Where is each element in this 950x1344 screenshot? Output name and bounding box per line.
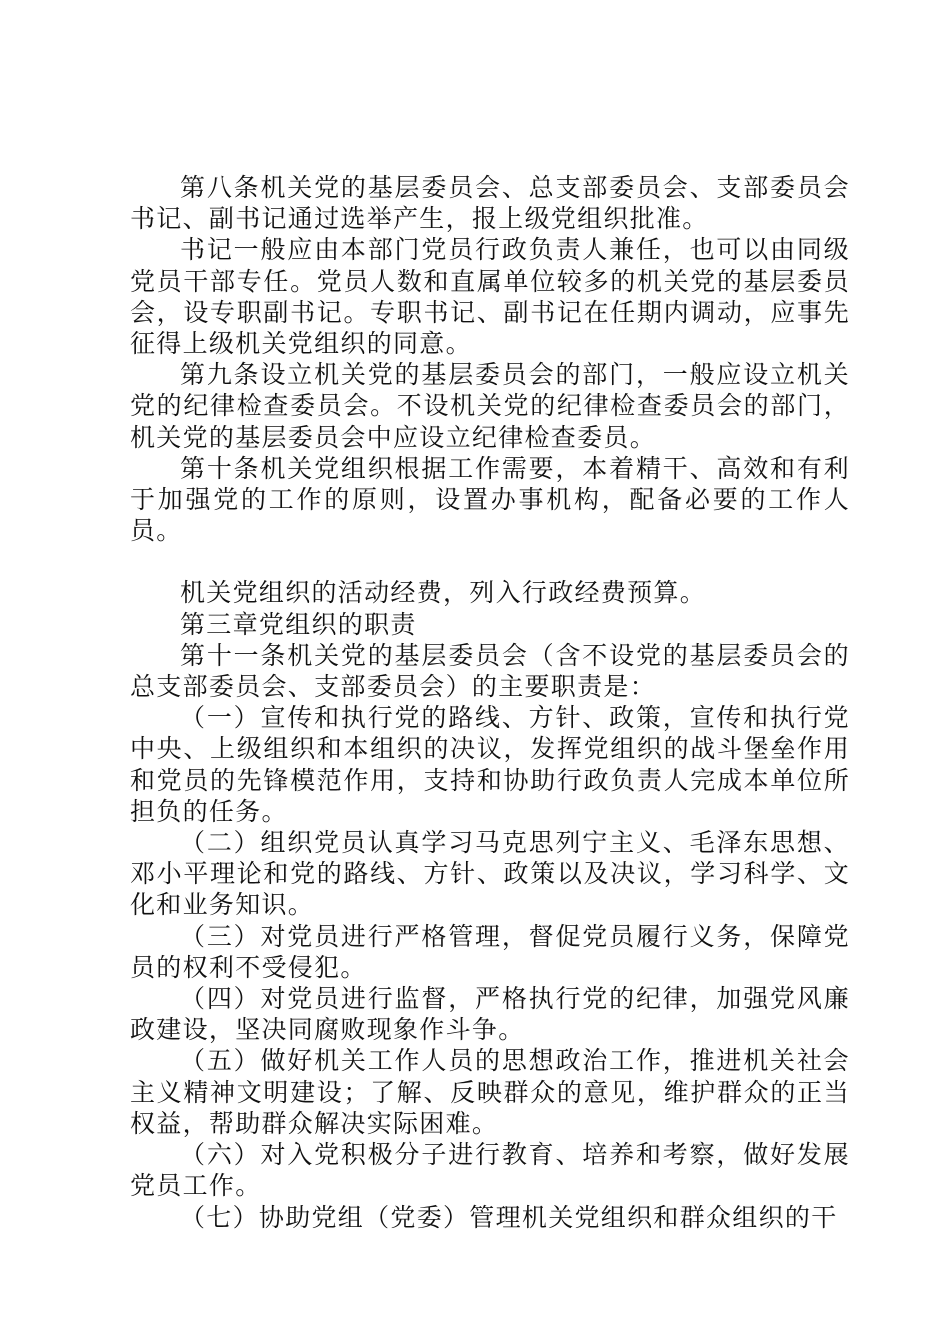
paragraph-article-11: 第十一条机关党的基层委员会（含不设党的基层委员会的总支部委员会、支部委员会）的主要职责是： [130,640,850,702]
list-item-4: （四）对党员进行监督，严格执行党的纪律，加强党风廉政建设，坚决同腐败现象作斗争。 [130,984,850,1045]
document-body [130,172,850,1233]
list-item-3: （三）对党员进行严格管理，督促党员履行义务，保障党员的权利不受侵犯。 [130,921,850,982]
paragraph-article-10: 第十条机关党组织根据工作需要，本着精干、高效和有利于加强党的工作的原则，设置办事机构，配备必要的工作人员。 [130,453,850,546]
list-item-2: （二）组织党员认真学习马克思列宁主义、毛泽东思想、邓小平理论和党的路线、方针、政策以及决议，学习科学、文化和业务知识。 [130,828,850,920]
paragraph-activity-funds: 机关党组织的活动经费，列入行政经费预算。 [180,578,707,608]
list-item-7: （七）协助党组（党委）管理机关党组织和群众组织的干 [180,1202,838,1232]
paragraph-secretary-appointment: 书记一般应由本部门党员行政负责人兼任，也可以由同级党员干部专任。党员人数和直属单位较多的机关党的基层委员会，设专职副书记。专职书记、副书记在任期内调动，应事先征得上级机关党组织的同意。 [130,235,850,359]
list-item-6: （六）对入党积极分子进行教育、培养和考察，做好发展党员工作。 [130,1140,850,1201]
paragraph-article-8: 第八条机关党的基层委员会、总支部委员会、支部委员会书记、副书记通过选举产生，报上级党组织批准。 [130,173,850,234]
chapter-heading: 第三章党组织的职责 [180,609,417,639]
paragraph-article-9: 第九条设立机关党的基层委员会的部门，一般应设立机关党的纪律检查委员会。不设机关党的纪律检查委员会的部门，机关党的基层委员会中应设立纪律检查委员。 [130,360,850,452]
list-item-1: （一）宣传和执行党的路线、方针、政策，宣传和执行党中央、上级组织和本组织的决议，发挥党组织的战斗堡垒作用和党员的先锋模范作用，支持和协助行政负责人完成本单位所担负的任务。 [130,703,850,826]
list-item-5: （五）做好机关工作人员的思想政治工作，推进机关社会主义精神文明建设；了解、反映群众的意见，维护群众的正当权益，帮助群众解决实际困难。 [130,1046,850,1138]
